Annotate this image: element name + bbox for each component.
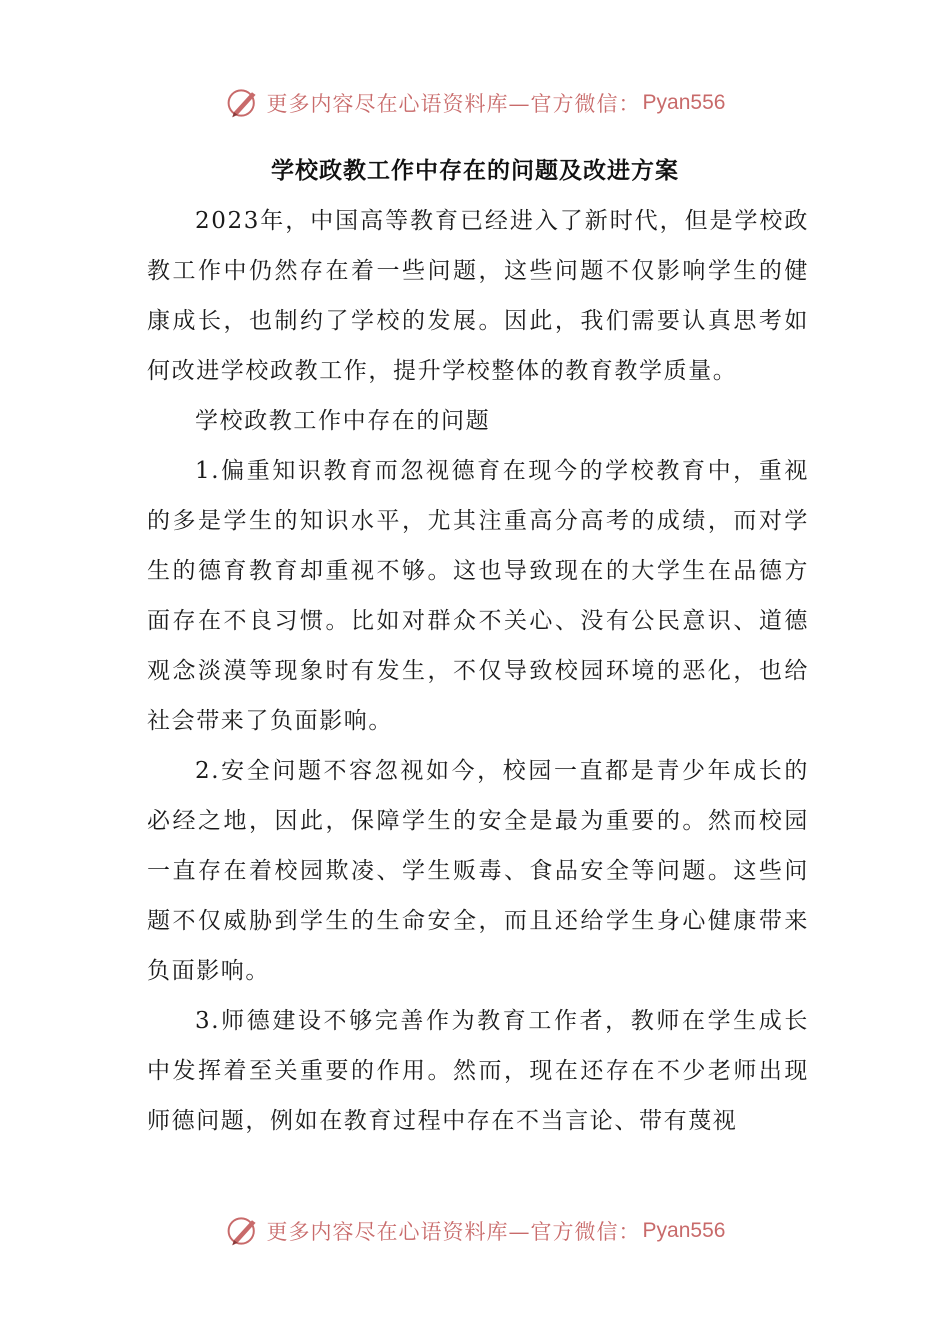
watermark-wechat-id: Pyan556 [642,91,726,114]
watermark-text: 更多内容尽在心语资料库—官方微信： [266,1220,641,1244]
document-title: 学校政教工作中存在的问题及改进方案 [271,158,679,184]
section-heading: 学校政教工作中存在的问题 [195,408,491,434]
document-body [147,196,809,1146]
watermark-header [0,83,950,123]
pen-circle-logo-icon [225,85,261,121]
paragraph-intro: 2023年，中国高等教育已经进入了新时代，但是学校政教工作中仍然存在着一些问题，这些问题不仅影响学生的健康成长，也制约了学校的发展。因此，我们需要认真思考如何改进学校政教工作，提升学校整体的教育教学质量。 [147,208,809,384]
watermark-text: 更多内容尽在心语资料库—官方微信： [266,92,641,116]
pen-circle-logo-icon [225,1213,261,1249]
paragraph-issue-1: 1.偏重知识教育而忽视德育在现今的学校教育中，重视的多是学生的知识水平，尤其注重高分高考的成绩，而对学生的德育教育却重视不够。这也导致现在的大学生在品德方面存在不良习惯。比如对群众不关心、没有公民意识、道德观念淡漠等现象时有发生，不仅导致校园环境的恶化，也给社会带来了负面影响。 [147,458,809,734]
paragraph-issue-2: 2.安全问题不容忽视如今，校园一直都是青少年成长的必经之地，因此，保障学生的安全是最为重要的。然而校园一直存在着校园欺凌、学生贩毒、食品安全等问题。这些问题不仅威胁到学生的生命安全，而且还给学生身心健康带来负面影响。 [147,758,809,984]
watermark-footer [0,1211,950,1251]
watermark-wechat-id: Pyan556 [642,1219,726,1242]
paragraph-issue-3: 3.师德建设不够完善作为教育工作者，教师在学生成长中发挥着至关重要的作用。然而，现在还存在不少老师出现师德问题，例如在教育过程中存在不当言论、带有蔑视 [147,1008,809,1134]
